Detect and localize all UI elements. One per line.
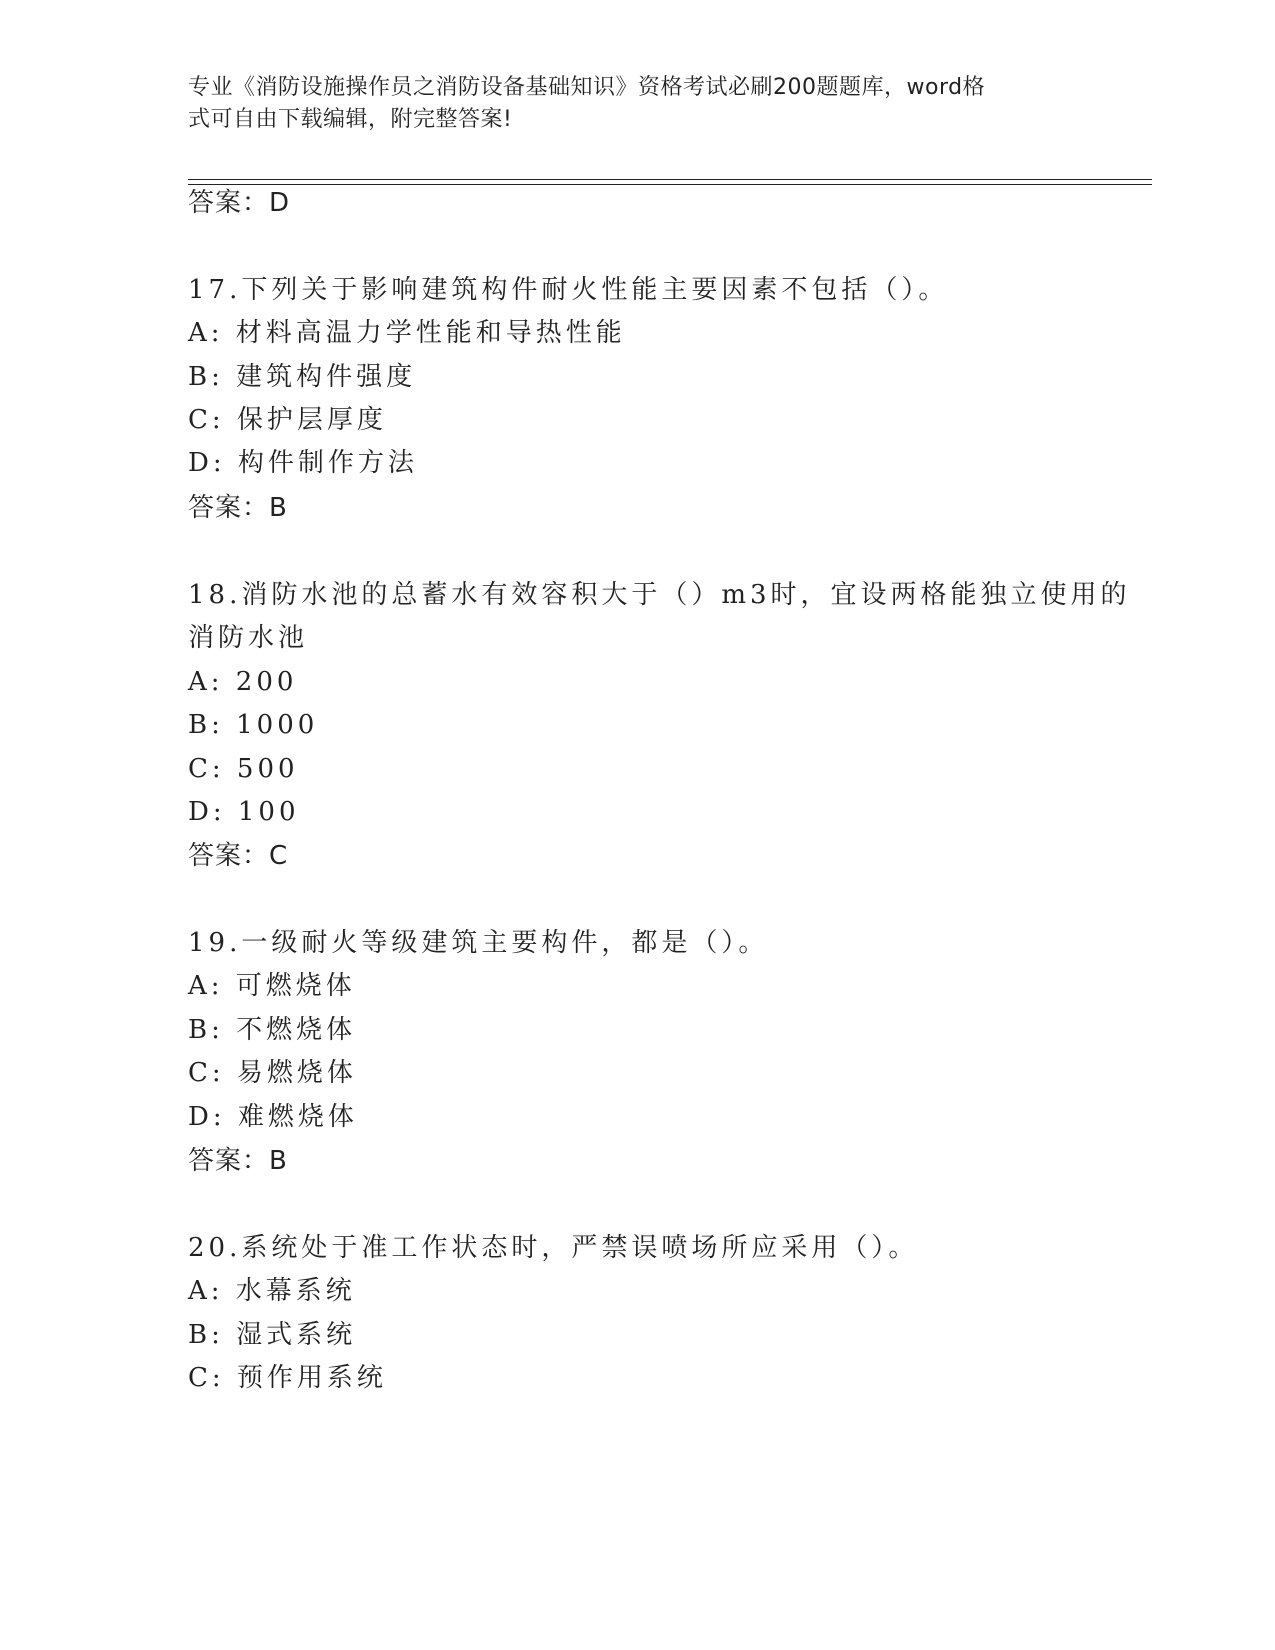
header-line-2: 式可自由下载编辑，附完整答案! <box>188 107 513 132</box>
question-19-option-d: D: 难燃烧体 <box>188 1102 358 1132</box>
question-18-option-b: B: 1000 <box>188 710 319 740</box>
question-17-answer: 答案：B <box>188 493 288 523</box>
header-line-1: 专业《消防设施操作员之消防设备基础知识》资格考试必刷200题题库，word格 <box>188 75 986 100</box>
question-17-stem: 17.下列关于影响建筑构件耐火性能主要因素不包括（）。 <box>188 275 949 305</box>
document-header <box>188 72 1068 136</box>
question-19-option-a: A: 可燃烧体 <box>188 971 356 1001</box>
question-17-option-b: B: 建筑构件强度 <box>188 362 417 392</box>
answer-line: 答案：D <box>188 188 291 218</box>
question-18-option-c: C: 500 <box>188 754 299 784</box>
question-18-option-a: A: 200 <box>188 667 298 697</box>
question-18-stem-cont: 消防水池 <box>188 623 309 653</box>
question-18-option-d: D: 100 <box>188 797 300 827</box>
question-17-option-c: C: 保护层厚度 <box>188 405 387 435</box>
question-17-option-d: D: 构件制作方法 <box>188 448 418 478</box>
question-18-answer: 答案：C <box>188 841 289 871</box>
question-18-stem: 18.消防水池的总蓄水有效容积大于（）m3时，宜设两格能独立使用的 <box>188 580 1131 610</box>
question-19-option-c: C: 易燃烧体 <box>188 1058 357 1088</box>
header-divider-bottom <box>188 184 1152 185</box>
question-20-option-c: C: 预作用系统 <box>188 1363 387 1393</box>
question-19-option-b: B: 不燃烧体 <box>188 1015 357 1045</box>
question-19-stem: 19.一级耐火等级建筑主要构件，都是（）。 <box>188 928 769 958</box>
question-20-option-a: A: 水幕系统 <box>188 1276 356 1306</box>
question-17-option-a: A: 材料高温力学性能和导热性能 <box>188 318 626 348</box>
question-20-option-b: B: 湿式系统 <box>188 1320 357 1350</box>
header-divider-top <box>188 179 1152 180</box>
question-20-stem: 20.系统处于准工作状态时，严禁误喷场所应采用（）。 <box>188 1233 919 1263</box>
question-19-answer: 答案：B <box>188 1146 288 1176</box>
